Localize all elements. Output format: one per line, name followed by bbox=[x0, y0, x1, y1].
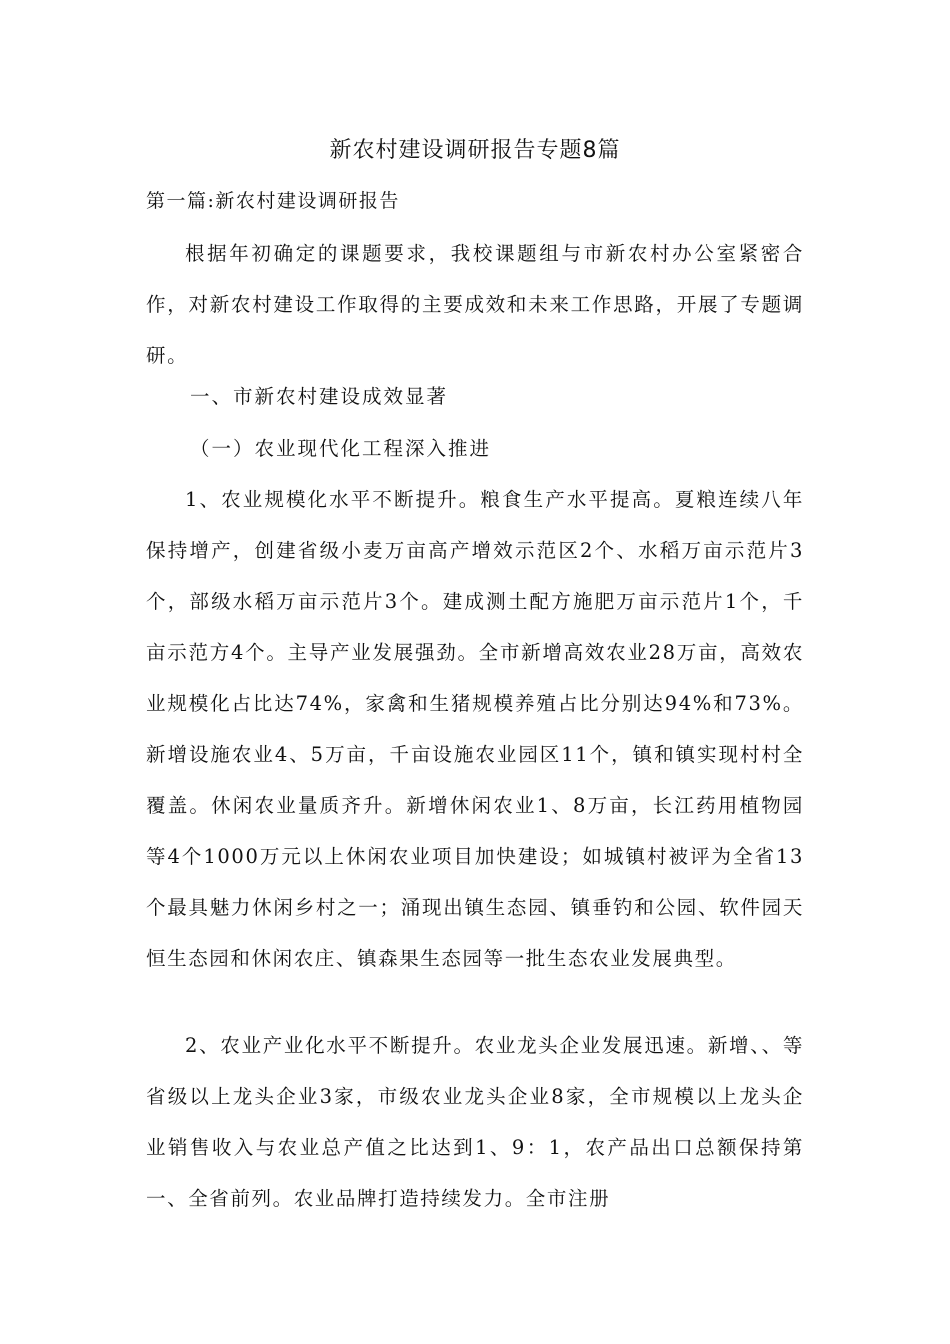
heading-level1: 一、市新农村建设成效显著 bbox=[190, 385, 449, 408]
heading-level2: （一）农业现代化工程深入推进 bbox=[190, 437, 492, 460]
document-title: 新农村建设调研报告专题8篇 bbox=[329, 138, 621, 163]
paragraph-1: 1、农业规模化水平不断提升。粮食生产水平提高。夏粮连续八年保持增产，创建省级小麦万亩高产增效示范区2个、水稻万亩示范片3个，部级水稻万亩示范片3个。建成测土配方施肥万亩示范片1个，千亩示范方4个。主导产业发展强劲。全市新增高效农业28万亩，高效农业规模化占比达74%，家禽和生猪规模养殖占比分别达94%和73%。新增设施农业4、5万亩，千亩设施农业园区11个，镇和镇实现村村全覆盖。休闲农业量质齐升。新增休闲农业1、8万亩，长江药用植物园等4个1000万元以上休闲农业项目加快建设；如城镇村被评为全省13个最具魅力休闲乡村之一；涌现出镇生态园、镇垂钓和公园、软件园天恒生态园和休闲农庄、镇森果生态园等一批生态农业发展典型。 bbox=[146, 488, 804, 970]
paragraph-2: 2、农业产业化水平不断提升。农业龙头企业发展迅速。新增、、等省级以上龙头企业3家，市级农业龙头企业8家，全市规模以上龙头企业销售收入与农业总产值之比达到1、9：1，农产品出口总额保持第一、全省前列。农业品牌打造持续发力。全市注册 bbox=[146, 1034, 804, 1210]
intro-paragraph: 根据年初确定的课题要求，我校课题组与市新农村办公室紧密合作，对新农村建设工作取得的主要成效和未来工作思路，开展了专题调研。 bbox=[146, 242, 804, 367]
section-heading: 第一篇:新农村建设调研报告 bbox=[146, 190, 400, 212]
